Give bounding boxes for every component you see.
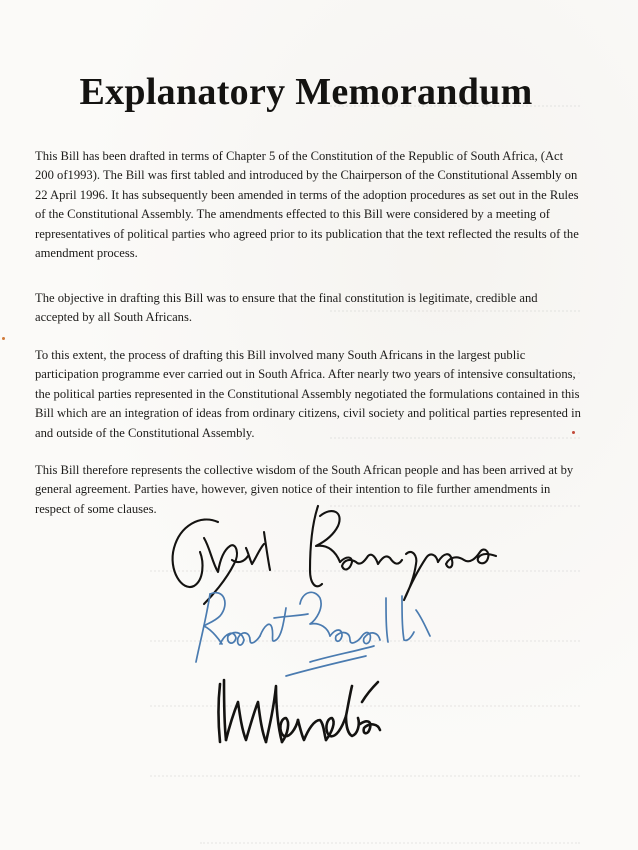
- paragraph-collective-wisdom: This Bill therefore represents the collective wisdom of the South African people and has been arrived at by general agreement. Parties have, however, given notice of their intention to file further amendments in respect of some clauses.: [35, 463, 574, 516]
- paragraph-drafting-history: This Bill has been drafted in terms of Chapter 5 of the Constitution of the Republic of South Africa, (Act 200 of1993). The Bill was first tabled and introduced by the Chairperson of the Constitutional Assembly on 22 April 1996. It has subsequently been amended in terms of the adoption procedures as set out in the Rules of the Constitutional Assembly. The amendments effected to this Bill were considered by a meeting of representatives of political parties who agreed prior to its publication that the text reflected the results of the amendment process.: [35, 149, 579, 261]
- orange-ink-mark: [2, 337, 5, 340]
- paragraph-objective: The objective in drafting this Bill was to ensure that the final constitution is legitimate, credible and accepted by all South Africans.: [35, 291, 538, 325]
- page-title: Explanatory Memorandum: [79, 71, 533, 113]
- red-ink-mark: [572, 431, 575, 434]
- paragraph-public-participation: To this extent, the process of drafting this Bill involved many South Africans in the largest public participation programme ever carried out in South Africa. After nearly two years of intensive consultations, the political parties represented in the Constitutional Assembly negotiated the formulations contained in this Bill which are an integration of ideas from ordinary citizens, civil society and political parties represented in and outside of the Constitutional Assembly.: [35, 348, 581, 440]
- signature-bottom: [210, 672, 400, 752]
